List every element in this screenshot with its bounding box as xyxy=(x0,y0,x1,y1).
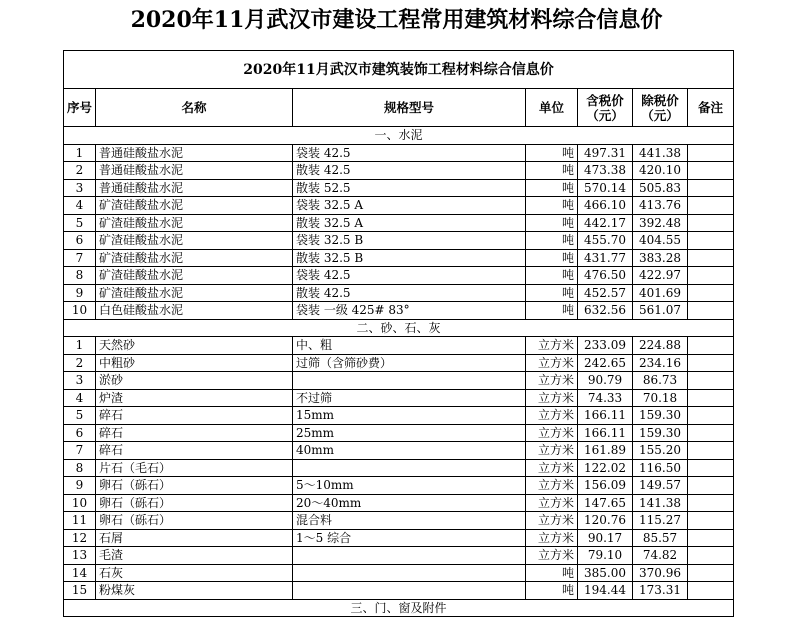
table-row xyxy=(64,197,734,215)
cell-price-with-tax: 79.10 xyxy=(578,547,633,565)
cell-unit: 立方米 xyxy=(526,547,578,565)
cell-spec: 散装 32.5 B xyxy=(293,249,526,267)
cell-price-with-tax: 120.76 xyxy=(578,512,633,530)
cell-spec: 15mm xyxy=(293,407,526,425)
cell-no: 5 xyxy=(64,214,96,232)
cell-spec xyxy=(293,547,526,565)
cell-no: 1 xyxy=(64,144,96,162)
cell-price-without-tax: 155.20 xyxy=(633,442,688,460)
cell-price-without-tax: 159.30 xyxy=(633,407,688,425)
cell-unit: 立方米 xyxy=(526,389,578,407)
cell-price-with-tax: 161.89 xyxy=(578,442,633,460)
cell-remark xyxy=(688,302,734,320)
cell-name: 卵石（砾石） xyxy=(96,477,293,495)
category-title: 三、门、窗及附件 xyxy=(64,599,734,617)
cell-unit: 吨 xyxy=(526,564,578,582)
cell-name: 碎石 xyxy=(96,424,293,442)
table-row xyxy=(64,354,734,372)
cell-spec: 袋装 42.5 xyxy=(293,267,526,285)
cell-unit: 立方米 xyxy=(526,424,578,442)
cell-price-with-tax: 242.65 xyxy=(578,354,633,372)
cell-remark xyxy=(688,512,734,530)
cell-price-without-tax: 413.76 xyxy=(633,197,688,215)
table-row xyxy=(64,302,734,320)
cell-name: 毛渣 xyxy=(96,547,293,565)
cell-name: 普通硅酸盐水泥 xyxy=(96,144,293,162)
table-row xyxy=(64,494,734,512)
cell-name: 炉渣 xyxy=(96,389,293,407)
cell-no: 8 xyxy=(64,267,96,285)
cell-no: 4 xyxy=(64,389,96,407)
cell-spec: 中、粗 xyxy=(293,337,526,355)
cell-no: 6 xyxy=(64,232,96,250)
cell-unit: 吨 xyxy=(526,197,578,215)
cell-spec: 不过筛 xyxy=(293,389,526,407)
header-price-with-tax-line1: 含税价 xyxy=(586,92,624,108)
cell-spec: 40mm xyxy=(293,442,526,460)
cell-remark xyxy=(688,249,734,267)
table-body xyxy=(64,127,734,617)
table-row xyxy=(64,214,734,232)
header-price-with-tax xyxy=(578,89,633,127)
cell-spec xyxy=(293,582,526,600)
cell-price-with-tax: 473.38 xyxy=(578,162,633,180)
table-row xyxy=(64,144,734,162)
cell-unit: 立方米 xyxy=(526,354,578,372)
cell-remark xyxy=(688,582,734,600)
cell-price-with-tax: 455.70 xyxy=(578,232,633,250)
cell-name: 碎石 xyxy=(96,442,293,460)
cell-no: 7 xyxy=(64,442,96,460)
table-row xyxy=(64,547,734,565)
table-row xyxy=(64,512,734,530)
cell-price-with-tax: 632.56 xyxy=(578,302,633,320)
cell-remark xyxy=(688,267,734,285)
cell-price-without-tax: 149.57 xyxy=(633,477,688,495)
cell-price-with-tax: 442.17 xyxy=(578,214,633,232)
table-row xyxy=(64,337,734,355)
cell-no: 2 xyxy=(64,354,96,372)
cell-name: 矿渣硅酸盐水泥 xyxy=(96,249,293,267)
cell-name: 矿渣硅酸盐水泥 xyxy=(96,214,293,232)
table-row xyxy=(64,477,734,495)
cell-price-without-tax: 392.48 xyxy=(633,214,688,232)
cell-price-with-tax: 90.17 xyxy=(578,529,633,547)
cell-price-without-tax: 173.31 xyxy=(633,582,688,600)
cell-unit: 立方米 xyxy=(526,477,578,495)
cell-remark xyxy=(688,459,734,477)
cell-spec: 5～10mm xyxy=(293,477,526,495)
table-row xyxy=(64,424,734,442)
cell-name: 卵石（砾石） xyxy=(96,494,293,512)
table-row xyxy=(64,162,734,180)
cell-no: 14 xyxy=(64,564,96,582)
cell-spec xyxy=(293,459,526,477)
cell-spec: 混合料 xyxy=(293,512,526,530)
cell-remark xyxy=(688,232,734,250)
cell-price-without-tax: 561.07 xyxy=(633,302,688,320)
category-row xyxy=(64,319,734,337)
cell-name: 天然砂 xyxy=(96,337,293,355)
cell-unit: 立方米 xyxy=(526,407,578,425)
cell-unit: 立方米 xyxy=(526,442,578,460)
cell-name: 碎石 xyxy=(96,407,293,425)
cell-unit: 立方米 xyxy=(526,494,578,512)
cell-unit: 吨 xyxy=(526,302,578,320)
table-row xyxy=(64,407,734,425)
cell-name: 普通硅酸盐水泥 xyxy=(96,162,293,180)
cell-name: 粉煤灰 xyxy=(96,582,293,600)
header-unit: 单位 xyxy=(526,89,578,127)
cell-price-without-tax: 141.38 xyxy=(633,494,688,512)
header-name: 名称 xyxy=(96,89,293,127)
cell-no: 3 xyxy=(64,179,96,197)
cell-no: 3 xyxy=(64,372,96,390)
cell-unit: 立方米 xyxy=(526,512,578,530)
cell-price-without-tax: 159.30 xyxy=(633,424,688,442)
cell-no: 9 xyxy=(64,284,96,302)
cell-remark xyxy=(688,407,734,425)
cell-name: 普通硅酸盐水泥 xyxy=(96,179,293,197)
cell-no: 7 xyxy=(64,249,96,267)
cell-remark xyxy=(688,442,734,460)
cell-name: 片石（毛石） xyxy=(96,459,293,477)
category-title: 一、水泥 xyxy=(64,127,734,145)
cell-remark xyxy=(688,197,734,215)
cell-remark xyxy=(688,372,734,390)
cell-name: 淤砂 xyxy=(96,372,293,390)
price-table xyxy=(63,50,734,617)
category-title: 二、砂、石、灰 xyxy=(64,319,734,337)
table-row xyxy=(64,564,734,582)
cell-price-without-tax: 115.27 xyxy=(633,512,688,530)
cell-unit: 立方米 xyxy=(526,529,578,547)
cell-name: 矿渣硅酸盐水泥 xyxy=(96,232,293,250)
cell-price-with-tax: 122.02 xyxy=(578,459,633,477)
cell-no: 1 xyxy=(64,337,96,355)
cell-price-with-tax: 166.11 xyxy=(578,407,633,425)
category-row xyxy=(64,599,734,617)
cell-price-with-tax: 497.31 xyxy=(578,144,633,162)
cell-price-with-tax: 233.09 xyxy=(578,337,633,355)
table-row xyxy=(64,232,734,250)
header-price-without-tax-line1: 除税价 xyxy=(641,92,679,108)
cell-spec: 过筛（含筛砂费） xyxy=(293,354,526,372)
cell-price-without-tax: 383.28 xyxy=(633,249,688,267)
cell-remark xyxy=(688,179,734,197)
cell-unit: 吨 xyxy=(526,232,578,250)
header-price-without-tax xyxy=(633,89,688,127)
cell-price-without-tax: 74.82 xyxy=(633,547,688,565)
table-row xyxy=(64,582,734,600)
cell-remark xyxy=(688,547,734,565)
cell-remark xyxy=(688,337,734,355)
cell-spec: 袋装 一级 425# 83° xyxy=(293,302,526,320)
cell-no: 12 xyxy=(64,529,96,547)
cell-price-with-tax: 90.79 xyxy=(578,372,633,390)
cell-name: 卵石（砾石） xyxy=(96,512,293,530)
cell-price-with-tax: 156.09 xyxy=(578,477,633,495)
cell-no: 13 xyxy=(64,547,96,565)
cell-name: 石屑 xyxy=(96,529,293,547)
cell-price-with-tax: 147.65 xyxy=(578,494,633,512)
document-title: 2020年11月武汉市建设工程常用建筑材料综合信息价 xyxy=(130,7,663,33)
cell-spec: 散装 32.5 A xyxy=(293,214,526,232)
table-row xyxy=(64,284,734,302)
cell-spec: 散装 42.5 xyxy=(293,284,526,302)
cell-unit: 立方米 xyxy=(526,372,578,390)
cell-spec: 袋装 32.5 B xyxy=(293,232,526,250)
cell-remark xyxy=(688,424,734,442)
cell-price-without-tax: 234.16 xyxy=(633,354,688,372)
header-price-with-tax-line2: （元） xyxy=(586,107,624,123)
cell-unit: 吨 xyxy=(526,179,578,197)
cell-remark xyxy=(688,144,734,162)
cell-price-with-tax: 452.57 xyxy=(578,284,633,302)
table-row xyxy=(64,267,734,285)
cell-price-without-tax: 224.88 xyxy=(633,337,688,355)
cell-spec xyxy=(293,372,526,390)
cell-spec xyxy=(293,564,526,582)
cell-no: 10 xyxy=(64,302,96,320)
table-row xyxy=(64,442,734,460)
price-sheet xyxy=(63,50,733,617)
cell-name: 石灰 xyxy=(96,564,293,582)
header-remark: 备注 xyxy=(688,89,734,127)
table-row xyxy=(64,389,734,407)
cell-unit: 吨 xyxy=(526,249,578,267)
table-row xyxy=(64,249,734,267)
cell-no: 15 xyxy=(64,582,96,600)
cell-unit: 吨 xyxy=(526,144,578,162)
cell-unit: 吨 xyxy=(526,284,578,302)
cell-remark xyxy=(688,529,734,547)
cell-spec: 散装 42.5 xyxy=(293,162,526,180)
cell-name: 矿渣硅酸盐水泥 xyxy=(96,284,293,302)
cell-price-with-tax: 194.44 xyxy=(578,582,633,600)
header-no: 序号 xyxy=(64,89,96,127)
cell-remark xyxy=(688,354,734,372)
cell-remark xyxy=(688,162,734,180)
cell-price-without-tax: 85.57 xyxy=(633,529,688,547)
cell-price-without-tax: 116.50 xyxy=(633,459,688,477)
cell-remark xyxy=(688,284,734,302)
table-row xyxy=(64,372,734,390)
cell-spec: 袋装 32.5 A xyxy=(293,197,526,215)
cell-no: 4 xyxy=(64,197,96,215)
cell-remark xyxy=(688,214,734,232)
cell-unit: 立方米 xyxy=(526,459,578,477)
cell-spec: 25mm xyxy=(293,424,526,442)
cell-spec: 20～40mm xyxy=(293,494,526,512)
table-title: 2020年11月武汉市建筑装饰工程材料综合信息价 xyxy=(64,51,734,89)
table-row xyxy=(64,459,734,477)
cell-no: 10 xyxy=(64,494,96,512)
cell-no: 2 xyxy=(64,162,96,180)
cell-price-without-tax: 420.10 xyxy=(633,162,688,180)
cell-spec: 1～5 综合 xyxy=(293,529,526,547)
category-row xyxy=(64,127,734,145)
cell-no: 5 xyxy=(64,407,96,425)
cell-name: 矿渣硅酸盐水泥 xyxy=(96,197,293,215)
cell-unit: 吨 xyxy=(526,162,578,180)
cell-price-without-tax: 401.69 xyxy=(633,284,688,302)
cell-name: 中粗砂 xyxy=(96,354,293,372)
table-header xyxy=(64,89,734,127)
table-row xyxy=(64,529,734,547)
header-price-without-tax-line2: （元） xyxy=(641,107,679,123)
cell-remark xyxy=(688,389,734,407)
cell-remark xyxy=(688,477,734,495)
cell-no: 9 xyxy=(64,477,96,495)
cell-unit: 吨 xyxy=(526,214,578,232)
cell-price-without-tax: 441.38 xyxy=(633,144,688,162)
cell-price-with-tax: 570.14 xyxy=(578,179,633,197)
header-spec: 规格型号 xyxy=(293,89,526,127)
cell-no: 6 xyxy=(64,424,96,442)
cell-no: 8 xyxy=(64,459,96,477)
cell-price-with-tax: 74.33 xyxy=(578,389,633,407)
cell-price-with-tax: 466.10 xyxy=(578,197,633,215)
cell-price-without-tax: 370.96 xyxy=(633,564,688,582)
cell-unit: 吨 xyxy=(526,582,578,600)
cell-remark xyxy=(688,564,734,582)
cell-price-without-tax: 404.55 xyxy=(633,232,688,250)
cell-price-with-tax: 166.11 xyxy=(578,424,633,442)
cell-spec: 袋装 42.5 xyxy=(293,144,526,162)
cell-price-without-tax: 86.73 xyxy=(633,372,688,390)
cell-name: 白色硅酸盐水泥 xyxy=(96,302,293,320)
cell-price-with-tax: 431.77 xyxy=(578,249,633,267)
cell-unit: 吨 xyxy=(526,267,578,285)
cell-price-with-tax: 385.00 xyxy=(578,564,633,582)
table-row xyxy=(64,179,734,197)
cell-price-without-tax: 422.97 xyxy=(633,267,688,285)
cell-price-without-tax: 70.18 xyxy=(633,389,688,407)
cell-unit: 立方米 xyxy=(526,337,578,355)
cell-no: 11 xyxy=(64,512,96,530)
cell-spec: 散装 52.5 xyxy=(293,179,526,197)
cell-name: 矿渣硅酸盐水泥 xyxy=(96,267,293,285)
cell-price-without-tax: 505.83 xyxy=(633,179,688,197)
cell-price-with-tax: 476.50 xyxy=(578,267,633,285)
cell-remark xyxy=(688,494,734,512)
